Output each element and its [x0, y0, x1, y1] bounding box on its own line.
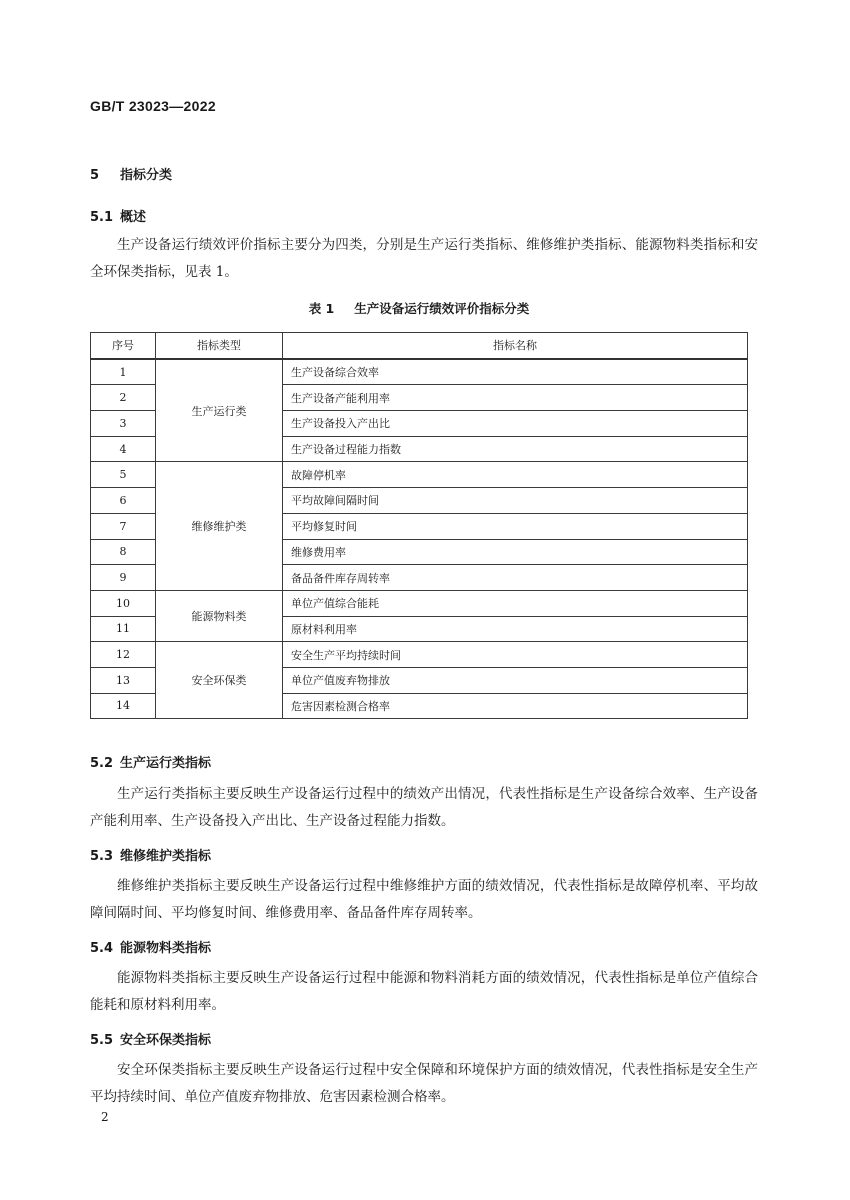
- indicator-type-cell: 维修维护类: [156, 462, 283, 590]
- indicator-name: 维修费用率: [283, 539, 748, 565]
- row-number: 6: [91, 488, 156, 514]
- indicator-type-cell: 安全环保类: [156, 642, 283, 719]
- section-title: 生产运行类指标: [120, 756, 212, 771]
- row-number: 5: [91, 462, 156, 488]
- indicator-name: 生产设备产能利用率: [283, 385, 748, 411]
- section-5-4-paragraph: 能源物料类指标主要反映生产设备运行过程中能源和物料消耗方面的绩效情况，代表性指标是单位产值综合能耗和原材料利用率。: [90, 970, 758, 1013]
- indicator-name: 单位产值综合能耗: [283, 590, 748, 616]
- section-number: 5.4: [90, 941, 114, 956]
- row-number: 8: [91, 539, 156, 565]
- table-row: [91, 590, 748, 616]
- section-number: 5.5: [90, 1033, 114, 1048]
- indicator-name: 生产设备过程能力指数: [283, 436, 748, 462]
- indicator-name: 生产设备综合效率: [283, 359, 748, 385]
- standard-code: GB/T 23023—2022: [90, 98, 216, 114]
- header-no: 序号: [91, 333, 156, 359]
- page-number: 2: [101, 1110, 109, 1124]
- section-5-2-heading: [90, 752, 211, 771]
- section-title: 安全环保类指标: [120, 1033, 212, 1048]
- row-number: 12: [91, 642, 156, 668]
- indicator-type-cell: 能源物料类: [156, 590, 283, 641]
- row-number: 3: [91, 411, 156, 437]
- indicator-name: 平均修复时间: [283, 513, 748, 539]
- indicator-name: 平均故障间隔时间: [283, 488, 748, 514]
- table-header-row: [91, 333, 748, 359]
- section-5-1-paragraph: 生产设备运行绩效评价指标主要分为四类，分别是生产运行类指标、维修维护类指标、能源物料类指标和安全环保类指标，见表 1。: [90, 237, 758, 280]
- row-number: 4: [91, 436, 156, 462]
- row-number: 2: [91, 385, 156, 411]
- row-number: 1: [91, 359, 156, 385]
- row-number: 9: [91, 565, 156, 591]
- section-5-5-heading: [90, 1029, 211, 1048]
- indicator-name: 单位产值废弃物排放: [283, 667, 748, 693]
- indicator-name: 生产设备投入产出比: [283, 411, 748, 437]
- section-title: 指标分类: [120, 168, 173, 183]
- header-name: 指标名称: [283, 333, 748, 359]
- section-title: 维修维护类指标: [120, 849, 212, 864]
- table-row: [91, 359, 748, 385]
- table-caption-title: 生产设备运行绩效评价指标分类: [354, 301, 530, 316]
- section-5-heading: [90, 164, 172, 183]
- section-number: 5: [90, 168, 100, 183]
- section-5-3-heading: [90, 845, 211, 864]
- row-number: 7: [91, 513, 156, 539]
- section-title: 概述: [120, 210, 147, 225]
- section-5-3-paragraph: 维修维护类指标主要反映生产设备运行过程中维修维护方面的绩效情况，代表性指标是故障停机率、平均故障间隔时间、平均修复时间、维修费用率、备品备件库存周转率。: [90, 878, 758, 921]
- row-number: 13: [91, 667, 156, 693]
- section-5-4-heading: [90, 937, 211, 956]
- section-5-2-paragraph: 生产运行类指标主要反映生产设备运行过程中的绩效产出情况，代表性指标是生产设备综合效率、生产设备产能利用率、生产设备投入产出比、生产设备过程能力指数。: [90, 786, 758, 829]
- section-5-5-paragraph: 安全环保类指标主要反映生产设备运行过程中安全保障和环境保护方面的绩效情况，代表性指标是安全生产平均持续时间、单位产值废弃物排放、危害因素检测合格率。: [90, 1062, 758, 1105]
- indicator-name: 危害因素检测合格率: [283, 693, 748, 719]
- section-number: 5.2: [90, 756, 114, 771]
- indicator-name: 原材料利用率: [283, 616, 748, 642]
- indicator-name: 安全生产平均持续时间: [283, 642, 748, 668]
- section-number: 5.3: [90, 849, 114, 864]
- row-number: 11: [91, 616, 156, 642]
- indicator-type-cell: 生产运行类: [156, 359, 283, 462]
- row-number: 14: [91, 693, 156, 719]
- section-5-1-heading: [90, 206, 146, 225]
- table-caption-label: 表 1: [308, 301, 335, 316]
- table-row: [91, 642, 748, 668]
- table-caption: [90, 299, 748, 317]
- section-number: 5.1: [90, 210, 114, 225]
- indicator-name: 备品备件库存周转率: [283, 565, 748, 591]
- section-title: 能源物料类指标: [120, 941, 212, 956]
- indicator-classification-table: [90, 332, 748, 719]
- table-row: [91, 462, 748, 488]
- header-type: 指标类型: [156, 333, 283, 359]
- indicator-name: 故障停机率: [283, 462, 748, 488]
- row-number: 10: [91, 590, 156, 616]
